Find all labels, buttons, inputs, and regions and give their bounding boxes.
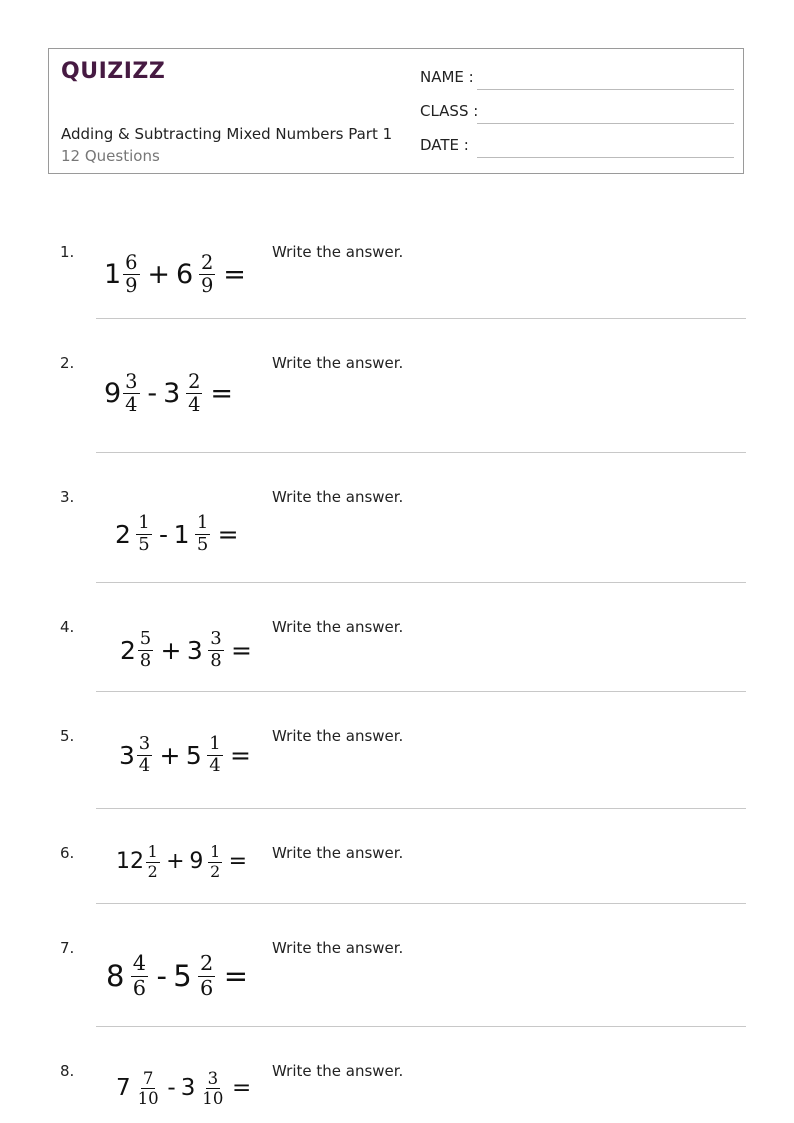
whole-number: 8 [106, 958, 125, 993]
equals-sign: = [223, 259, 246, 291]
whole-number: 7 [116, 1075, 131, 1102]
question-instruction: Write the answer. [272, 727, 404, 745]
date-line [477, 157, 734, 158]
math-expression [116, 844, 252, 880]
whole-number: 9 [104, 378, 122, 410]
denominator: 10 [137, 1089, 159, 1109]
whole-number: 3 [180, 1075, 196, 1102]
fraction [200, 1070, 225, 1108]
operator: + [160, 635, 182, 665]
math-expression [116, 1070, 256, 1108]
denominator: 4 [138, 754, 151, 776]
question-instruction: Write the answer. [272, 618, 404, 636]
whole-number: 5 [185, 740, 202, 770]
denominator: 4 [125, 393, 138, 417]
fraction [136, 514, 151, 555]
denominator: 5 [138, 533, 150, 555]
numerator: 4 [132, 951, 146, 975]
numerator: 1 [210, 842, 221, 861]
question-number: 6. [60, 844, 75, 862]
equals-sign: = [232, 1075, 252, 1102]
numerator: 1 [196, 512, 209, 533]
question-number: 3. [60, 488, 75, 506]
equals-sign: = [228, 849, 247, 875]
math-expression [104, 372, 239, 416]
equals-sign: = [210, 378, 233, 410]
class-line [477, 123, 734, 124]
denominator: 2 [210, 861, 221, 881]
numerator: 6 [125, 251, 138, 274]
answer-divider [96, 808, 746, 809]
denominator: 5 [196, 533, 209, 555]
date-label: DATE : [420, 136, 469, 154]
fraction [146, 844, 160, 880]
fraction [208, 844, 222, 880]
question-number: 2. [60, 354, 75, 372]
fraction [207, 735, 222, 776]
answer-divider [96, 691, 746, 692]
question-instruction: Write the answer. [272, 488, 404, 506]
whole-number: 2 [115, 519, 131, 549]
math-expression [120, 630, 257, 671]
question-instruction: Write the answer. [272, 844, 404, 862]
numerator: 7 [142, 1069, 154, 1088]
question-instruction: Write the answer. [272, 354, 404, 372]
question-number: 1. [60, 243, 75, 261]
fraction [123, 372, 139, 416]
denominator: 10 [202, 1089, 224, 1109]
answer-divider [96, 582, 746, 583]
name-label: NAME : [420, 68, 474, 86]
numerator: 2 [188, 370, 201, 393]
numerator: 3 [210, 628, 222, 649]
denominator: 2 [147, 861, 158, 881]
equals-sign: = [229, 740, 251, 770]
whole-number: 9 [189, 849, 204, 875]
question-number: 5. [60, 727, 75, 745]
operator: + [166, 849, 185, 875]
fraction [137, 735, 152, 776]
numerator: 3 [207, 1069, 219, 1088]
denominator: 6 [132, 975, 146, 1000]
denominator: 9 [200, 274, 214, 298]
whole-number: 5 [173, 958, 192, 993]
class-field [420, 102, 734, 124]
numerator: 1 [209, 733, 221, 754]
numerator: 1 [147, 842, 158, 861]
question-number: 4. [60, 618, 75, 636]
whole-number: 3 [163, 378, 181, 410]
denominator: 9 [125, 274, 138, 298]
denominator: 4 [209, 754, 221, 776]
operator: - [159, 519, 169, 549]
whole-number: 3 [186, 635, 203, 665]
worksheet-title: Adding & Subtracting Mixed Numbers Part 1 [61, 125, 393, 143]
numerator: 1 [138, 512, 150, 533]
question-count: 12 Questions [61, 147, 160, 165]
numerator: 5 [139, 628, 152, 649]
answer-divider [96, 452, 746, 453]
denominator: 8 [210, 649, 222, 671]
numerator: 2 [200, 951, 214, 975]
fraction [186, 372, 202, 416]
fraction [123, 253, 139, 297]
whole-number: 1 [104, 259, 122, 291]
question-number: 7. [60, 939, 75, 957]
numerator: 3 [138, 733, 151, 754]
fraction [208, 630, 223, 671]
name-field [420, 68, 734, 90]
denominator: 6 [200, 975, 214, 1000]
fraction [131, 953, 148, 1000]
name-line [477, 89, 734, 90]
fraction [136, 1070, 161, 1108]
fraction [199, 253, 215, 297]
denominator: 4 [188, 393, 201, 417]
math-expression [119, 735, 256, 776]
fraction [138, 630, 153, 671]
whole-number: 6 [175, 259, 194, 291]
operator: - [156, 958, 167, 993]
denominator: 8 [139, 649, 152, 671]
quizizz-logo: QUIZIZZ [61, 59, 166, 84]
question-instruction: Write the answer. [272, 243, 404, 261]
question-instruction: Write the answer. [272, 1062, 404, 1080]
fraction [195, 514, 210, 555]
question-number: 8. [60, 1062, 75, 1080]
whole-number: 12 [116, 849, 144, 875]
math-expression [104, 253, 252, 297]
numerator: 2 [200, 251, 214, 274]
question-instruction: Write the answer. [272, 939, 404, 957]
equals-sign: = [223, 958, 249, 993]
date-field [420, 136, 734, 158]
class-label: CLASS : [420, 102, 479, 120]
whole-number: 2 [120, 635, 136, 665]
operator: + [159, 740, 181, 770]
math-expression [106, 953, 254, 1000]
operator: - [147, 378, 158, 410]
whole-number: 1 [173, 519, 190, 549]
whole-number: 3 [119, 740, 135, 770]
answer-divider [96, 1026, 746, 1027]
answer-divider [96, 318, 746, 319]
numerator: 3 [125, 370, 138, 393]
math-expression [115, 514, 244, 555]
equals-sign: = [217, 519, 239, 549]
operator: + [147, 259, 170, 291]
answer-divider [96, 903, 746, 904]
worksheet-header [48, 48, 744, 174]
operator: - [167, 1075, 176, 1102]
equals-sign: = [230, 635, 252, 665]
fraction [198, 953, 215, 1000]
